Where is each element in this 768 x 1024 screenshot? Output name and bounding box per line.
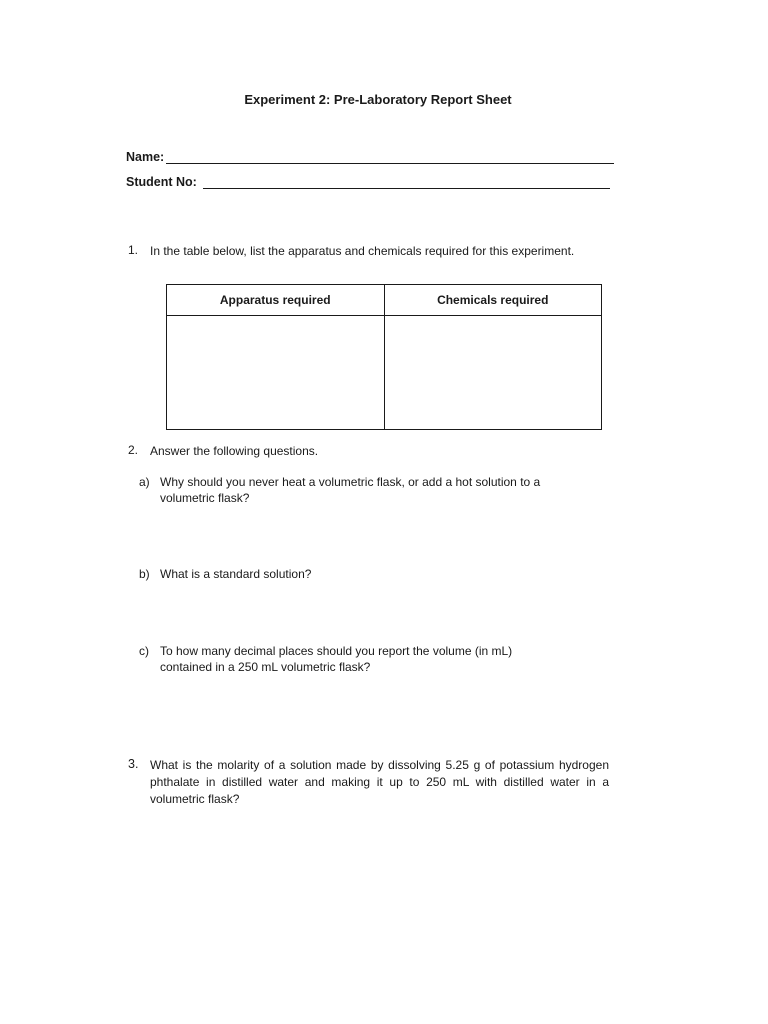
question-2-text: Answer the following questions. (150, 444, 319, 458)
question-1-number: 1. (128, 243, 139, 257)
name-field[interactable] (166, 163, 614, 164)
question-2c-line1: To how many decimal places should you report the volume (in mL) (160, 644, 513, 658)
question-2a-label: a) (139, 475, 150, 489)
question-2c-line2: contained in a 250 mL volumetric flask? (160, 660, 371, 674)
student-no-field[interactable] (203, 188, 610, 189)
question-1-text: In the table below, list the apparatus and chemicals required for this experiment. (150, 244, 575, 258)
question-2b-label: b) (139, 567, 150, 581)
chemicals-answer-cell[interactable] (384, 316, 602, 430)
name-label: Name: (126, 150, 165, 164)
question-2-number: 2. (128, 443, 139, 457)
table-header-chemicals: Chemicals required (384, 285, 602, 316)
table-header-apparatus: Apparatus required (167, 285, 385, 316)
question-3-number: 3. (128, 757, 139, 771)
document-title: Experiment 2: Pre-Laboratory Report Sheet (244, 92, 512, 107)
apparatus-chemicals-table (166, 284, 602, 430)
question-2c-label: c) (139, 644, 149, 658)
question-2b-line1: What is a standard solution? (160, 567, 312, 581)
question-2a-line1: Why should you never heat a volumetric flask, or add a hot solution to a (160, 475, 541, 489)
question-2a-line2: volumetric flask? (160, 491, 250, 505)
student-no-label: Student No: (126, 175, 197, 189)
question-3-text: What is the molarity of a solution made by dissolving 5.25 g of potassium hydrogen phthalate in distilled water and making it up to 250 mL with distilled water in a volumetric flask? (150, 758, 609, 806)
apparatus-answer-cell[interactable] (167, 316, 385, 430)
